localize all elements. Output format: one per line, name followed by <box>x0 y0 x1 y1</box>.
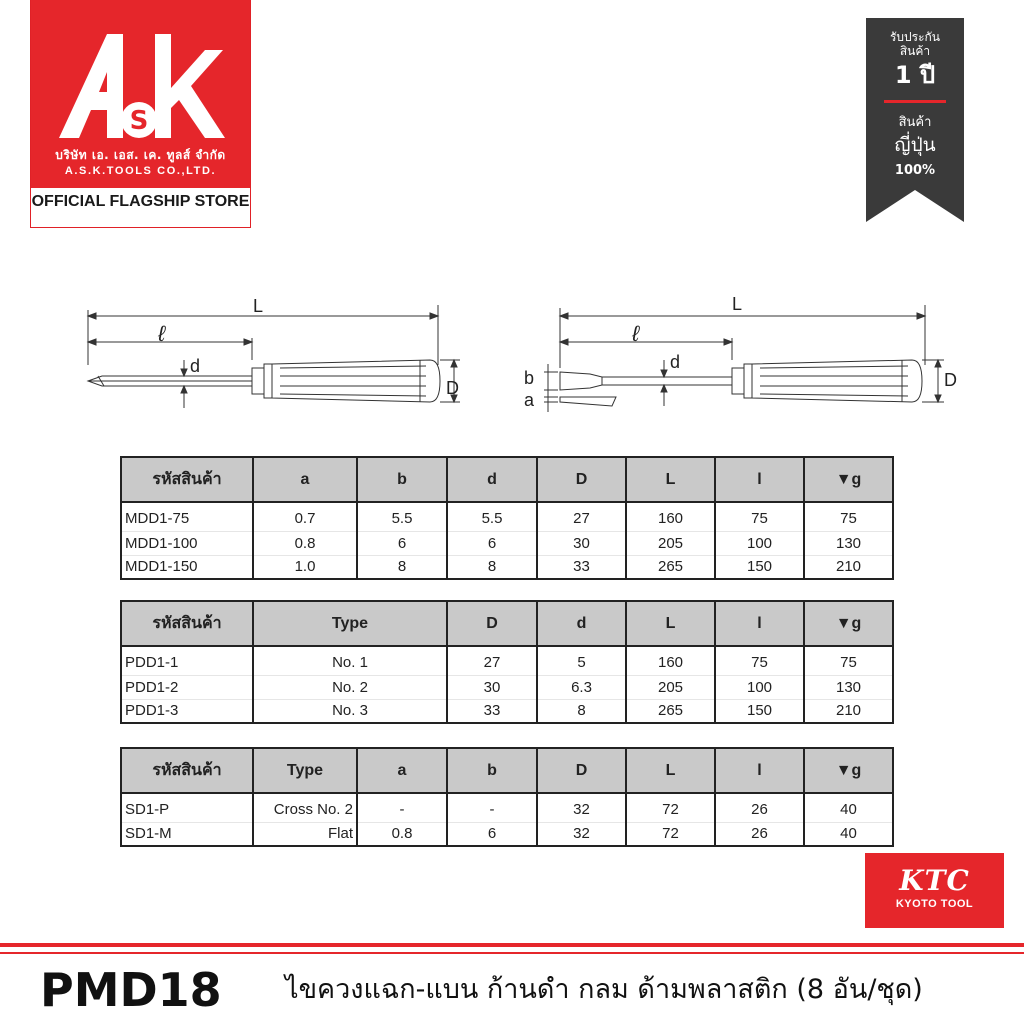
cell-d: 8 <box>537 699 626 723</box>
cell-D: 33 <box>537 555 626 579</box>
cell-a: 1.0 <box>253 555 357 579</box>
table-row <box>121 651 893 675</box>
flat-screwdriver-icon <box>520 280 980 420</box>
header-D: D <box>447 601 537 646</box>
cell-d: 5 <box>537 651 626 675</box>
svg-text:S: S <box>129 106 149 136</box>
cell-D: 27 <box>447 651 537 675</box>
cell-l: 100 <box>715 531 804 555</box>
cell-l: 150 <box>715 699 804 723</box>
table-row <box>121 798 893 822</box>
product-description: ไขควงแฉก-แบน ก้านดำ กลม ด้ามพลาสติก (8 อัน/ชุด) <box>285 974 923 1005</box>
cell-b: 8 <box>357 555 447 579</box>
cell-D: 32 <box>537 822 626 846</box>
table-header-row <box>121 748 893 793</box>
ktc-logo-text: KTC <box>899 864 970 897</box>
spec-table-sd <box>120 747 894 847</box>
cell-b: 6 <box>357 531 447 555</box>
cell-code: MDD1-100 <box>121 531 253 555</box>
warranty-line1: รับประกัน <box>889 30 941 44</box>
cell-D: 33 <box>447 699 537 723</box>
table-row <box>121 531 893 555</box>
cell-l: 75 <box>715 651 804 675</box>
cell-type: Flat <box>253 822 357 846</box>
table-row <box>121 699 893 723</box>
header-code: รหัสสินค้า <box>121 457 253 502</box>
cell-d: 6.3 <box>537 675 626 699</box>
cell-type: No. 1 <box>253 651 447 675</box>
cell-l: 26 <box>715 822 804 846</box>
header-b: b <box>357 457 447 502</box>
cell-b: 6 <box>447 822 537 846</box>
cell-weight: 40 <box>804 798 893 822</box>
cell-weight: 75 <box>804 651 893 675</box>
spec-table-mdd <box>120 456 894 580</box>
header-code: รหัสสินค้า <box>121 601 253 646</box>
dim-d-label-flat: d <box>670 352 681 372</box>
cell-a: 0.8 <box>253 531 357 555</box>
table-row <box>121 675 893 699</box>
cell-d: 6 <box>447 531 537 555</box>
header-code: รหัสสินค้า <box>121 748 253 793</box>
cell-code: PDD1-3 <box>121 699 253 723</box>
header-l: l <box>715 601 804 646</box>
dim-D-label-flat: D <box>944 370 957 390</box>
cell-code: SD1-M <box>121 822 253 846</box>
cell-weight: 210 <box>804 699 893 723</box>
ktc-subtitle: KYOTO TOOL <box>895 898 974 910</box>
cell-b: - <box>447 798 537 822</box>
header-weight: ▼g <box>804 748 893 793</box>
cell-l: 100 <box>715 675 804 699</box>
dim-l-label-flat: ℓ <box>632 321 640 346</box>
cell-L: 160 <box>626 507 715 531</box>
ask-logo-icon <box>55 30 227 142</box>
cell-D: 30 <box>447 675 537 699</box>
cell-code: MDD1-150 <box>121 555 253 579</box>
phillips-drawing <box>80 280 480 420</box>
header-a: a <box>253 457 357 502</box>
cell-weight: 130 <box>804 675 893 699</box>
cell-D: 30 <box>537 531 626 555</box>
store-label: OFFICIAL FLAGSHIP STORE <box>31 193 250 210</box>
cell-weight: 130 <box>804 531 893 555</box>
cell-L: 72 <box>626 798 715 822</box>
header-a: a <box>357 748 447 793</box>
header-l: l <box>715 457 804 502</box>
cell-b: 5.5 <box>357 507 447 531</box>
spec-table-pdd <box>120 600 894 724</box>
origin-country: ญี่ปุ่น <box>894 134 936 156</box>
cell-a: 0.7 <box>253 507 357 531</box>
header-d: d <box>447 457 537 502</box>
cell-d: 8 <box>447 555 537 579</box>
origin-line1: สินค้า <box>898 115 932 130</box>
cell-l: 26 <box>715 798 804 822</box>
cell-L: 265 <box>626 555 715 579</box>
cell-D: 27 <box>537 507 626 531</box>
footer-divider <box>0 943 1024 947</box>
cell-l: 150 <box>715 555 804 579</box>
header-L: L <box>626 748 715 793</box>
dim-D-label: D <box>446 378 459 398</box>
header-type: Type <box>253 601 447 646</box>
ktc-brand-badge <box>865 853 1004 928</box>
cell-code: MDD1-75 <box>121 507 253 531</box>
table-header-row <box>121 457 893 502</box>
cell-d: 5.5 <box>447 507 537 531</box>
cell-weight: 40 <box>804 822 893 846</box>
cell-L: 205 <box>626 675 715 699</box>
header-weight: ▼g <box>804 601 893 646</box>
cell-L: 205 <box>626 531 715 555</box>
cell-type: Cross No. 2 <box>253 798 357 822</box>
flat-drawing <box>520 280 980 420</box>
header-L: L <box>626 601 715 646</box>
warranty-period: 1 ปี <box>894 61 936 89</box>
header-type: Type <box>253 748 357 793</box>
header-weight: ▼g <box>804 457 893 502</box>
dim-l-label: ℓ <box>158 321 166 346</box>
dim-d-label: d <box>190 356 201 376</box>
logo-red-panel <box>31 0 250 188</box>
logo-thai-name: บริษัท เอ. เอส. เค. ทูลส์ จำกัด <box>55 148 226 162</box>
company-logo <box>30 0 251 228</box>
cell-L: 72 <box>626 822 715 846</box>
table-row <box>121 822 893 846</box>
cell-code: SD1-P <box>121 798 253 822</box>
header-D: D <box>537 748 626 793</box>
product-model: PMD18 <box>40 963 222 1017</box>
logo-english-name: A.S.K.TOOLS CO.,LTD. <box>64 165 217 177</box>
cell-l: 75 <box>715 507 804 531</box>
dim-a-label: a <box>524 390 535 410</box>
cell-weight: 75 <box>804 507 893 531</box>
header-l: l <box>715 748 804 793</box>
origin-percent: 100% <box>894 163 936 178</box>
cell-a: - <box>357 798 447 822</box>
header-d: d <box>537 601 626 646</box>
cell-D: 32 <box>537 798 626 822</box>
cell-code: PDD1-2 <box>121 675 253 699</box>
table-header-row <box>121 601 893 646</box>
cell-L: 265 <box>626 699 715 723</box>
cell-L: 160 <box>626 651 715 675</box>
dim-b-label: b <box>524 368 535 388</box>
footer-divider-thin <box>0 952 1024 954</box>
cell-code: PDD1-1 <box>121 651 253 675</box>
cell-weight: 210 <box>804 555 893 579</box>
dim-L-label-flat: L <box>732 294 743 314</box>
dim-L-label: L <box>253 296 264 316</box>
cell-type: No. 3 <box>253 699 447 723</box>
warranty-line2: สินค้า <box>899 44 931 58</box>
warranty-ribbon <box>866 18 964 222</box>
cell-type: No. 2 <box>253 675 447 699</box>
cell-a: 0.8 <box>357 822 447 846</box>
header-b: b <box>447 748 537 793</box>
header-D: D <box>537 457 626 502</box>
ribbon-divider <box>884 100 946 103</box>
header-L: L <box>626 457 715 502</box>
phillips-screwdriver-icon <box>80 280 480 420</box>
table-row <box>121 507 893 531</box>
table-row <box>121 555 893 579</box>
